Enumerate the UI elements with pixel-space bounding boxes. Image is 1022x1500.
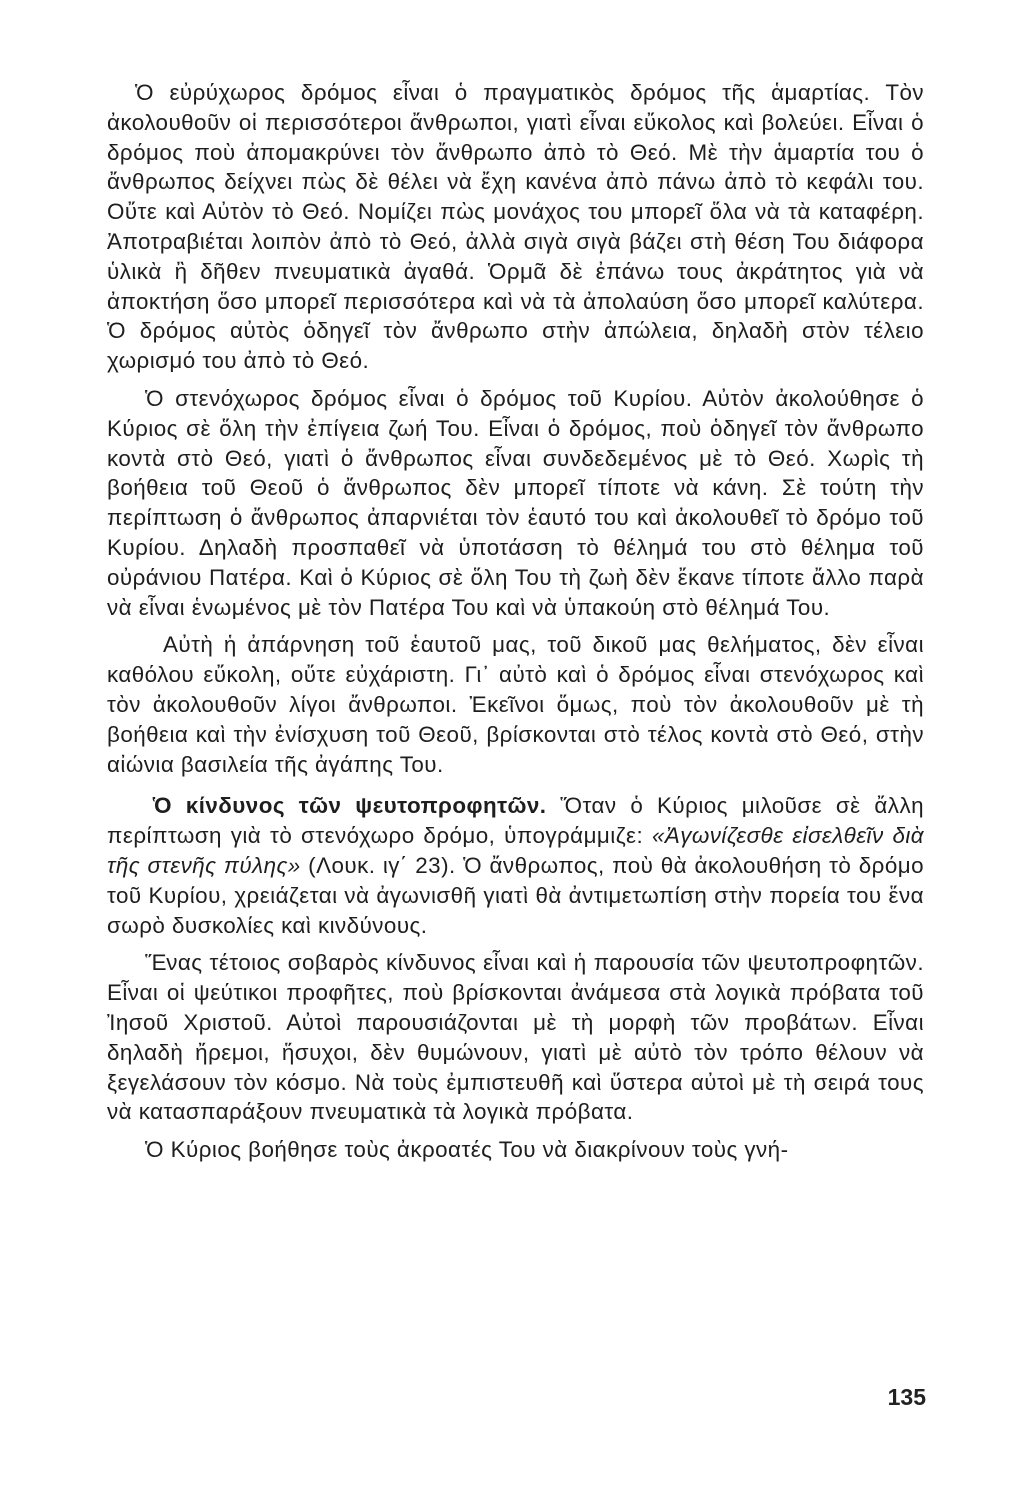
page-text bbox=[107, 78, 924, 1173]
paragraph-discernment: Ὁ Κύριος βοήθησε τοὺς ἀκροατές Του νὰ διακρίνουν τοὺς γνή- bbox=[145, 1137, 789, 1163]
scripture-quote: «Ἀγωνίζεσθε εἰσελθεῖν διὰ τῆς στενῆς πύλης» bbox=[107, 823, 924, 878]
paragraph-false-prophets: Ἕνας τέτοιος σοβαρὸς κίνδυνος εἶναι καὶ ἡ παρουσία τῶν ψευτοπροφητῶν. Εἶναι οἱ ψεύτικοι προφῆτες, ποὺ βρίσκονται ἀνάμεσα στὰ λογικὰ πρόβατα τοῦ Ἰησοῦ Χριστοῦ. Αὐτοὶ παρουσιάζονται μὲ τὴ μορφὴ τῶν προβάτων. Εἶναι δηλαδὴ ἤρεμοι, ἥσυχοι, δὲν θυμώνουν, γιατὶ μὲ αὐτὸ τὸν τρόπο θέλουν νὰ ξεγελάσουν τὸν κόσμο. Νὰ τοὺς ἐμπιστευθῆ καὶ ὕστερα αὐτοὶ μὲ τὴ σειρά τους νὰ κατασπαράξουν πνευματικὰ τὰ λογικὰ πρόβατα. bbox=[107, 950, 924, 1125]
paragraph-wide-road: Ὁ εὐρύχωρος δρόμος εἶναι ὁ πραγματικὸς δρόμος τῆς ἁμαρτίας. Τὸν ἀκολουθοῦν οἱ περισσότεροι ἄνθρωποι, γιατὶ εἶναι εὔκολος καὶ βολεύει. Εἶναι ὁ δρόμος ποὺ ἀπομακρύνει τὸν ἄνθρωπο ἀπὸ τὸ Θεό. Μὲ τὴν ἁμαρτία του ὁ ἄνθρωπος δείχνει πὼς δὲ θέλει νὰ ἔχη κανένα ἀπὸ πάνω ἀπὸ τὸ κεφάλι του. Οὔτε καὶ Αὐτὸν τὸ Θεό. Νομίζει πὼς μονάχος του μπορεῖ ὅλα νὰ τὰ καταφέρη. Ἀποτραβιέται λοιπὸν ἀπὸ τὸ Θεό, ἀλλὰ σιγὰ σιγὰ βάζει στὴ θέση Του διάφορα ὑλικὰ ἢ δῆθεν πνευματικὰ ἀγαθά. Ὁρμᾶ δὲ ἐπάνω τους ἀκράτητος γιὰ νὰ ἀποκτήση ὅσο μπορεῖ περισσότερα καὶ νὰ τὰ ἀπολαύση ὅσο μπορεῖ καλύτερα. Ὁ δρόμος αὐτὸς ὁδηγεῖ τὸν ἄνθρωπο στὴν ἀπώλεια, δηλαδὴ στὸν τέλειο χωρισμό του ἀπὸ τὸ Θεό. bbox=[107, 80, 924, 374]
section-intro-text: Ὅταν ὁ Κύριος μιλοῦσε σὲ ἄλλη περίπτωση γιὰ τὸ στενόχωρο δρόμο, ὑπογράμμιζε: bbox=[107, 793, 924, 849]
section-rest-text: (Λουκ. ιγ΄ 23). Ὁ ἄνθρωπος, ποὺ θὰ ἀκολουθήση τὸ δρόμο τοῦ Κυρίου, χρειάζεται νὰ ἀγωνισθῆ γιατὶ θὰ ἀντιμετωπίση στὴν πορεία του ἕνα σωρὸ δυσκολίες καὶ κινδύνους. bbox=[107, 852, 924, 938]
page-number: 135 bbox=[887, 1384, 926, 1410]
section-heading: Ὁ κίνδυνος τῶν ψευτοπροφητῶν. bbox=[153, 793, 547, 819]
paragraph-false-prophets-intro bbox=[107, 791, 924, 940]
paragraph-self-denial: Αὐτὴ ἡ ἀπάρνηση τοῦ ἑαυτοῦ μας, τοῦ δικοῦ μας θελήματος, δὲν εἶναι καθόλου εὔκολη, οὔτε εὐχάριστη. Γι᾽ αὐτὸ καὶ ὁ δρόμος εἶναι στενόχωρος καὶ τὸν ἀκολουθοῦν λίγοι ἄνθρωποι. Ἐκεῖνοι ὅμως, ποὺ τὸν ἀκολουθοῦν μὲ τὴ βοήθεια καὶ τὴν ἐνίσχυση τοῦ Θεοῦ, βρίσκονται στὸ τέλος κοντὰ στὸ Θεό, στὴν αἰώνια βασιλεία τῆς ἀγάπης Του. bbox=[107, 632, 924, 777]
paragraph-narrow-road: Ὁ στενόχωρος δρόμος εἶναι ὁ δρόμος τοῦ Κυρίου. Αὐτὸν ἀκολούθησε ὁ Κύριος σὲ ὅλη τὴν ἐπίγεια ζωή Του. Εἶναι ὁ δρόμος, ποὺ ὁδηγεῖ τὸν ἄνθρωπο κοντὰ στὸ Θεό, γιατὶ ὁ ἄνθρωπος εἶναι συνδεδεμένος μὲ τὸ Θεό. Χωρὶς τὴ βοήθεια τοῦ Θεοῦ ὁ ἄνθρωπος δὲν μπορεῖ τίποτε νὰ κάνη. Σὲ τούτη τὴν περίπτωση ὁ ἄνθρωπος ἀπαρνιέται τὸν ἑαυτό του καὶ ἀκολουθεῖ τὸ δρόμο τοῦ Κυρίου. Δηλαδὴ προσπαθεῖ νὰ ὑποτάσση τὸ θέλημά του στὸ θέλημα τοῦ οὐράνιου Πατέρα. Καὶ ὁ Κύριος σὲ ὅλη Του τὴ ζωὴ δὲν ἔκανε τίποτε ἄλλο παρὰ νὰ εἶναι ἑνωμένος μὲ τὸν Πατέρα Του καὶ νὰ ὑπακούη στὸ θέλημά Του. bbox=[107, 385, 924, 620]
